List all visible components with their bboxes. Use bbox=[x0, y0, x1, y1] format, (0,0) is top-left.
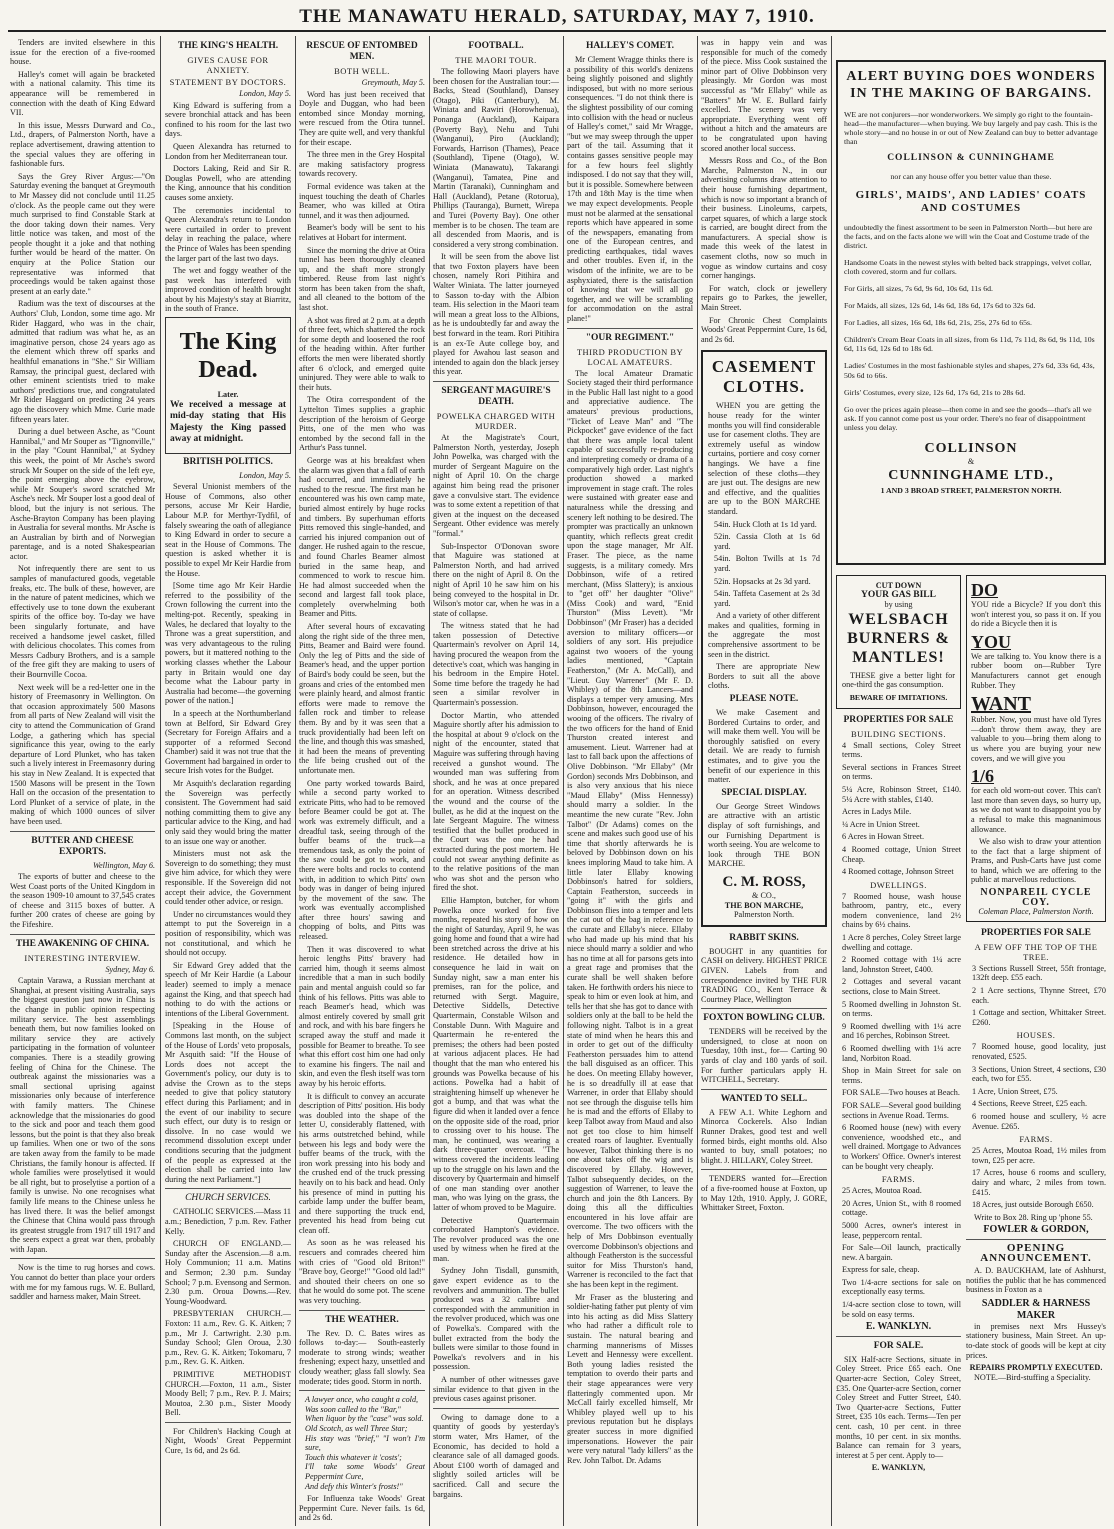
collinson-cunninghame-ad bbox=[836, 60, 1106, 565]
list-item: 2 Roomed cottage with 1¼ acre land, Johnston Street, £400. bbox=[842, 955, 961, 974]
divider bbox=[299, 1310, 425, 1311]
ad-text: We also wish to draw your attention to the fact that a large shipment of Prams, and Push-Carts have just come to hand, which we are offering to the public at marvellous reductions. bbox=[971, 837, 1101, 885]
king-dead-headline: The King Dead. bbox=[179, 329, 277, 384]
list-item: 7 Roomed house, wash house bathroom, pantry, etc., every modern convenience, land 2½ chains by 6½ chains. bbox=[842, 891, 961, 930]
divider bbox=[836, 1336, 961, 1337]
list-item: 25 Acres, Moutoa Road, 1½ miles from town, £25 per acre. bbox=[972, 1146, 1106, 1165]
paragraph: Mr Asquith's declaration regarding the Sovereign was perfectly consistent. The Government had said nothing committing them to give any particular advice to the King, and had only said they would bring the matter to an issue one way or another. bbox=[165, 779, 291, 846]
divider bbox=[701, 1008, 827, 1009]
paragraph: Detective Quartermain corroborated Hampton's evidence. The revolver produced was the one used by witness when he fired at the man. bbox=[433, 1215, 559, 1263]
list-item: 4 Roomed cottage, Union Street Cheap. bbox=[842, 844, 961, 864]
paragraph: For Children's Hacking Cough at Night, Woods' Great Peppermint Cure, 1s 6d, and 2s 6d. bbox=[165, 1426, 291, 1456]
paragraph: The ceremonies incidental to Queen Alexandra's return to London were curtailed in order to prevent delay in reaching the palace, where the Prince of Wales has been spending the larger part of the last two days. bbox=[165, 205, 291, 263]
masthead: THE MANAWATU HERALD, SATURDAY, MAY 7, 1910. bbox=[299, 6, 815, 27]
subheading: BUILDING SECTIONS. bbox=[851, 728, 946, 739]
ad-text: And a variety of other different makes and qualities, forming in the aggregate the most comprehensive assortment to be seen in the district. bbox=[708, 611, 820, 659]
subheading: GIVES CAUSE FOR ANXIETY. bbox=[187, 55, 269, 75]
list-item: 5¼ Acre, Robinson Street, £140. 5¼ Acre with stables, £140. bbox=[842, 784, 961, 804]
paragraph: [Some time ago Mr Keir Hardie referred to the possibility of the Crown following the current into the melting-pot. Recently, speaking in Wales, he declared that loyalty to the Throne was a great superstition, and was very advantageous to the ruling powers, but it mattered nothing to the working classes whether the Labour party in Britain would one day become what the Labour party in Australia had become—the governing power of the nation.] bbox=[165, 581, 291, 706]
paragraph: Says the Grey River Argus:—"On Saturday evening the banquet at Greymouth to Mr Massey did not conclude until 11.25 o'clock. As the people came out they were much surprised to find Constable Stark at the door taking down their names. Very little notice was taken, and most of the people thought it a joke and that nothing further would be heard of the matter. On enquiry at the Police Station our representative was informed that proceedings would be taken against those present at an early date." bbox=[10, 171, 155, 296]
ad-text: NOTE.—Bird-stuffing a Speciality. bbox=[974, 1372, 1091, 1382]
poem-line: And defy this Winter's frosts!" bbox=[305, 1481, 403, 1491]
list-item: 25 Acres, Moutoa Road. bbox=[842, 1186, 922, 1196]
poem-line: A lawyer once, who caught a cold, bbox=[305, 1395, 419, 1405]
paragraph: The local Amateur Dramatic Society staged their third performance in the Public Hall last night to a good and appreciative audience. The amateurs' previous productions, "Ticket of Leave Man" and "The Pickpocket" gave evidence of the fact that there was ample local talent capable of successfully re-producing and interpreting comedy or drama of a comparatively high order. Last night's production showed a marked improvement in stage craft. The roles were sustained with greater ease and naturalness while the dressing and scenery left nothing to be desired. The prompter was practically an unknown quantity, which reflects great credit upon the stage manager, Mr Alf. Fraser. The piece, as the name suggests, is a military comedy. Mrs Dobbinson, wife of a retired merchant, (Miss Slattery); is anxious to "get off" her daughter "Olive" (Miss Cook) and ward, "Enid Thurston" (Miss Levett). "Mr Dobbinson" (Mr Fraser) has a decided aversion to military officers—or soldiers of any sort. His prejudice against two wooers of the young ladies mentioned, "Captain Featherston," (Mr A. McCall), and "Lieut. Guy Warrener" (Mr F. D. Whibley) of the 8th Lancers—and displays a temper very amusing. Mrs Dobbinson, however, encouraged the wooing of the officers. The rivalry of the two officers for the hand of Enid Thurston created interest and amusement. Lieut. Warrener had at last to fall back upon the affections of Olive Dobbinson. "Mr Ellaby" (Mr Gordon) seconds Mrs Dobbinson, and is also very anxious that his niece "Maud Ellaby" (Miss Hennessy) should marry a soldier. In the meantime the new curate "Rev. John Talbot" (Dr Adams) comes on the scene and makes such good use of his time that shortly afterwards he is beloved by Dobbinson down on his knees imploring Maud to take him. A little later Ellaby knowing Dobbinson's hatred for soldiers, Captain Featherston, succeeds in "going it" with the girls and Dobbinson flies into a temper and lets the cat out of the bag in reference to the curate and Ellaby's niece. Ellaby who had made up his mind that his niece should marry a soldier and who has no time at all for parsons gets into a great rage and promises that the curate shall be well shaken before taken. He forthwith orders his niece to speak to him or even look at him, and tells her that she has got to dance with soldiers only at the ball to be held the following night. Talbot is in a great state of mind when he hears this and in order to get out of the difficulty Featherston persuades him to attend the ball disguised as an officer. This he does. On meeting Ellaby however, he is so dreadfully ill at ease that Warrener, in order that Ellaby should not see through the disguise tells him he is mad and the efforts of Ellaby to keep Talbot away from Maud and also not get too close to him himself created roars of laughter. Eventually however, Talbot thinking there is no one about takes off the wig and is discovered by Ellaby. However, Talbot subsequently decides, on the suggestion of Warrener, to leave the church and join the 8th Lancers. By doing this all the difficulties encountered in his love affair are overcome. The two officers with the help of Mrs Dobbinson eventually overcome Dobbinson's objections and although Featherston is the successful suitor for Miss Thurston's hand, Warrener is reconciled to the fact that she has been kept in the regiment. bbox=[567, 368, 693, 1290]
ad-text: We are talking to. You know there is a rubber boom on—Rubber Tyre Manufacturers cannot get enough Rubber. They bbox=[971, 651, 1101, 690]
list-item: FOR SALE—Several good building sections in Avenue Road. Terms. bbox=[842, 1100, 961, 1120]
column-rule bbox=[295, 36, 296, 1526]
paragraph: The following Maori players have been chosen for the Australian tour:—Backs, Stead (Southland), Dansey (Otago), Piki (Canterbury), M. Winiata and Rawiri (Horowhenua), Ponanga (Auckland), Kaipara (Poverty Bay), Nehu and Tuhi (Wanganui), Piro (Auckland); Forwards, Harrison (Thames), Peace (Southland), Tipene (Otago), W. Winiata (Manawatu), Takarangi (Wanganui), Tamatea, Pine and Martin (Taranaki), Cunningham and Hall (Auckland), Petane (Rotorua), Phillips (Tauranga), Burnett, Wirepa and Turei (Poverty Bay). One other member is to be chosen. The team are all descended from Maoris, and is considered a very strong combination. bbox=[433, 67, 559, 249]
paragraph: Word has just been received that Doyle and Duggan, who had been entombed since Monday morning, were rescued from the Otira tunnel. They are quite well, and very thankful for their escape. bbox=[299, 89, 425, 147]
paragraph: The wet and foggy weather of the past week has interfered with improved condition of health brought about by his Majesty's stay at Biarritz, in the south of France. bbox=[165, 266, 291, 314]
divider bbox=[567, 328, 693, 329]
paragraph: Several Unionist members of the House of Commons, also other persons, accuse Mr Keir Hardie, Labour M.P. for Merthyr-Tydfil, of falsely swearing the oath of allegiance to King Edward in order to secure a seat in the House of Commons. The question is asked whether it is possible to expel Mr Keir Hardie from the House. bbox=[165, 482, 291, 578]
paragraph: Ellie Hampton, butcher, for whom Powelka once worked for five months, repeated his story of how on the night of Saturday, April 9, he was going home and found that a wire had been stretched across the drive at his residence. He detailed how in consequence he laid in wait on Sunday night, saw a man enter his premises, ran for the police, and returned with Sergt. Maguire, Detective Siddells, Detective Quartermain, Constable Wilson and Constable Dunn. With Maguire and Quartermain he re-entered the premises; the others had been posted at various adjacent places. He had thought that the man who entered his grounds was Powelka because of his actions. Powelka had a habit of straightening himself up whenever he got a bump, and that was what the figure did when it landed over a fence on the opposite side of the road, prior to crossing over to his house. The man, he continued, was wearing a dark three-quarter overcoat. "The witness covered the incidents leading up to the struggle on his lawn and the discovery by Quartermain and himself of one man standing over another man, who was lying on the grass, the latter of whom proved to be Maguire. bbox=[433, 895, 559, 1212]
ad-text: by using bbox=[884, 600, 913, 610]
divider bbox=[165, 1188, 291, 1189]
ad-title: MANTLES! bbox=[852, 648, 945, 666]
price-item: For Ladies, all sizes, 16s 6d, 18s 6d, 21s, 25s, 27s 6d to 65s. bbox=[844, 318, 1032, 328]
list-item: For Sale—Oil launch, practically new. A bargain. bbox=[842, 1243, 961, 1262]
display-headline: SPECIAL DISPLAY. bbox=[721, 787, 807, 798]
poem-line: His stay was "brief," "I won't I'm sure, bbox=[305, 1433, 425, 1453]
subheading: DWELLINGS. bbox=[870, 879, 927, 890]
poem-line: When liquor by the "case" was sold. bbox=[305, 1414, 424, 1424]
column-rule bbox=[160, 36, 161, 1526]
paragraph: Next week will be a red-letter one in the history of Freemasonry in Wellington. On that occasion approximately 500 Masons from all parts of New Zealand will visit the city to attend the Communication of Grand Lodge, a gathering which has special significance this year, owing to the early departure of Lord Plunket, who has taken such a lively interest in Freemasonry during his stay in New Zealand. It is expected that 1500 Masons will be present in the Town Hall on the occasion of the presentation to Lord Plunket of a service of plate, in the making of which 1000 ounces of silver have been used. bbox=[10, 682, 155, 826]
ad-text: A. D. BAUCKHAM, late of Ashhurst, notifies the public that he has commenced business in Foxton as a bbox=[966, 1266, 1106, 1295]
list-item: 3 Sections Russell Street, 55ft frontage, 132ft deep. £55 each. bbox=[972, 963, 1106, 983]
paragraph: A number of other witnesses gave similar evidence to that given in the previous cases against prisoner. bbox=[433, 1375, 559, 1404]
list-item: 7 Roomed house, good locality, just renovated, £525. bbox=[972, 1042, 1106, 1061]
price-item: 54in. Bolton Twills at 1s 7d yard. bbox=[714, 554, 820, 573]
ad-headline: ALERT BUYING DOES WONDERS IN THE MAKING OF BARGAINS. bbox=[846, 69, 1096, 101]
list-item: 4 Sections, Reeve Street, £25 each. bbox=[972, 1099, 1088, 1109]
ad-firm-name: NONPAREIL CYCLE COY. bbox=[980, 887, 1092, 908]
subheading: POWELKA CHARGED WITH MURDER. bbox=[436, 411, 556, 431]
list-item: Shop in Main Street for sale on terms. bbox=[842, 1066, 961, 1085]
ad-text: There are appropriate New Borders to suit all the above cloths. bbox=[708, 662, 820, 691]
divider bbox=[701, 1089, 827, 1090]
list-item: 2 Cottages and several vacant sections, close to Main Street. bbox=[842, 977, 961, 997]
cycle-ad bbox=[966, 575, 1106, 922]
ad-text: Go over the prices again please—then come in and see the goods—that's all we ask. If you cannot come post us your order. There's no fear of disappointment unless you delay. bbox=[844, 404, 1092, 433]
ad-text: YOUR GAS BILL bbox=[861, 589, 936, 600]
butter-headline: BUTTER AND CHEESE EXPORTS. bbox=[31, 835, 134, 857]
list-item: 1 Cottage and section, Whittaker Street. £260. bbox=[972, 1008, 1106, 1027]
paragraph: Now is the time to rug horses and cows. You cannot do better than place your orders with me for my famous rugs. W. E. Bullard, saddler and harness maker, Main Street. bbox=[10, 1263, 155, 1302]
ad-text: BOUGHT in any quantities for CASH on delivery. HIGHEST PRICE GIVEN. Labels from and correspondence invited by THE FUR TRADING CO., Kent Terrace & Courtney Place, Wellington bbox=[701, 946, 827, 1004]
price-item: Girls' Costumes, every size, 12s 6d, 17s 6d, 21s to 28s 6d. bbox=[844, 387, 1026, 397]
paragraph: Owing to damage done to a quantity of goods by yesterday's storm water, Mrs Hamer, of the Economic, has decided to hold a clearance sale of all damaged goods. About £100 worth of damaged and slightly soiled articles will be sacrificed. Call and secure the bargains. bbox=[433, 1412, 559, 1499]
list-item: Several sections in Frances Street on terms. bbox=[842, 762, 961, 782]
list-item: 6 roomed house and scullery, ½ acre Avenue. £265. bbox=[972, 1111, 1106, 1131]
column-rule bbox=[831, 36, 832, 1526]
ad-text: A FEW A.1. White Leghorn and Minorca Cockerels. Also Indian Runner Drakes, good test and well formed birds, eight months old. Also wanted to buy, small potatoes; no blight. J. HILLARY, Coley Street. bbox=[701, 1107, 827, 1165]
paragraph: [Speaking in the House of Commons last month, on the subject of the House of Lords' veto proposals, Mr Asquith said: "If the House of Lords does not accept the Government's policy, our duty is to advise the Crown as to the steps needed to give that policy statutory effect during this Parliament; and in the event of our inability to secure such effect, our duty is to resign or dissolve. In no case would we recommend dissolution except under conditions securing that the judgment of the people as expressed at the election shall be carried into law during the next Parliament."] bbox=[165, 1021, 291, 1184]
ad-headline: ANNOUNCEMENT. bbox=[980, 1251, 1092, 1264]
paragraph: Messrs Ross and Co., of the Bon Marche, Palmerston N., in our advertising columns draw attention to their house furnishing department, which is now so important a branch of their business. Linoleums, carpets, carpet squares, of which a large stock is carried, are bought direct from the manufacturers. A special show is made this week of the latest in casement cloths, now so much in vogue as window curtains and cosy corner hangings. bbox=[701, 156, 827, 281]
paragraph: Then it was discovered to what heroic lengths Pitts' bravery had carried him, though it seems almost incredible that a man in such bodily pain and mental anguish could so far think of his fellows. Pitts was able to reach Beamer's head, which was almost entirely covered by small grit and rock, and with his bare fingers he scraped away the stuff and made it possible for Beamer to breathe. To see what this effort cost him one had only to examine his fingers. The nail and skin, and even the flesh itself was torn away by his heroic efforts. bbox=[299, 944, 425, 1088]
for-sale-headline: FOR SALE. bbox=[873, 1340, 924, 1351]
column-4 bbox=[433, 38, 559, 1524]
paragraph: It is difficult to convey an accurate description of Pitts' position. His body was doubled into the shape of the letter U, considerably flattened, with his arms outstretched behind, while between his legs and body were the buffer beams of the truck, with the iron work pressing into his body and the crushed end of the truck pressing heavily on to his back and head. Only his presence of mind in putting his carbide lamp under the buffer beam, and there supporting the truck end, prevented his head from being cut clean off. bbox=[299, 1091, 425, 1235]
china-headline: THE AWAKENING OF CHINA. bbox=[15, 938, 150, 949]
paragraph: After several hours of excavating along the right side of the three men, Pitts, Beamer and Baird were found. Only the leg of Pitts and the side of Beamer's head, and the upper portion of Baird's body could be seen, but the groans and cries of the entombed men were plainly heard, and almost frantic efforts were made to remove the fallen rock and timber to release them. By and by it was seen that a truck providentially had been left on the line, and though this was smashed, it had been the means of preventing the life being crushed out of the unfortunate men. bbox=[299, 622, 425, 775]
paragraph: At the Magistrate's Court, Palmerston North, yesterday, Joseph John Powelka, was charged with the murder of Sergeant Maguire on the night of April 10. On the charge against him being read the prisoner gave a convulsive start. The evidence was to some extent a repetition of that given at the inquest on the deceased Sergeant. Other evidence was merely "formal." bbox=[433, 433, 559, 538]
ad-word: YOU bbox=[971, 631, 1011, 652]
paragraph: Mr Clement Wragge thinks there is a possibility of this world's denizens being slightly poisoned and slightly indisposed, but with no more serious consequences. "I do not think there is the slightest possibility of our coming into collision with the head or nucleus of Halley's comet," said Mr Wragge, "but we may sweep through the upper part of the tail. Assuming that it contains gasses sensitive people may for a few hours feel slightly indisposed. I do not say that they will, but it is possible. Somewhere between 17th and 18th May is the time when we may expect developments. People must not be alarmed at the sensational reports which have appeared in some of the newspapers, emanating from one of the European centres, and predicting earthquakes, tidal waves and other troubles. Even if, in the wisdom of the infinite, we are to be asphyxiated, there is the satisfaction of knowing that we will all go together, and we will be scrambling for accommodation on the astral plane!" bbox=[567, 55, 693, 324]
paragraph: Mr Fraser as the blustering and soldier-hating father put plenty of vim into his acting as did Miss Slattery who had rather a difficult role to sustain. The natural bearing and charming mannerisms of Misses Levett and Hennessy were excellent. Both young ladies resisted the temptation to overdo their parts and their stage appearances were very flatteringly commented upon. Mr McCall fairly excelled himself, Mr Whibley played well up to his previous reputation but he displays greater success in more dignified impersonations. However the pair were very natural "lady killers" as the Rev. John Talbot. Dr. Adams bbox=[567, 1292, 693, 1465]
column-rule bbox=[697, 36, 698, 1526]
list-item: 1 Acre, Union Street, £75. bbox=[972, 1086, 1058, 1096]
list-item: 6 Roomed dwelling with 1¼ acre land, Norbiton Road. bbox=[842, 1044, 961, 1063]
divider bbox=[433, 381, 559, 382]
poem bbox=[299, 1395, 425, 1491]
maguire-headline: SERGEANT MAGUIRE'S DEATH. bbox=[441, 386, 551, 407]
list-item: 2 1 Acre sections, Thynne Street, £70 each. bbox=[972, 986, 1106, 1005]
subheading: BOTH WELL. bbox=[334, 66, 390, 76]
list-item: 20 Acres, Union St., with 8 roomed cottage. bbox=[842, 1198, 961, 1218]
poem-line: Old Scotch, as well Three Star; bbox=[305, 1423, 408, 1433]
divider bbox=[433, 1408, 559, 1409]
casement-cloths-ad bbox=[701, 350, 827, 926]
ad-title: CLOTHS. bbox=[722, 377, 806, 397]
ad-firm-name: COLLINSON & CUNNINGHAME bbox=[887, 153, 1055, 164]
price-item: 52in. Cassia Cloth at 1s 6d yard. bbox=[714, 532, 820, 551]
divider bbox=[966, 1239, 1106, 1240]
column-2 bbox=[165, 38, 291, 1524]
dateline: Greymouth, May 5. bbox=[361, 78, 425, 87]
paragraph: The three men in the Grey Hospital are making satisfactory progress towards recovery. bbox=[299, 150, 425, 179]
church-services-headline: CHURCH SERVICES. bbox=[185, 1193, 271, 1204]
rescue-headline: RESCUE OF ENTOMBED MEN. bbox=[306, 41, 418, 62]
british-politics-headline: BRITISH POLITICS. bbox=[183, 456, 273, 467]
list-item: Two 1/4-acre sections for sale on exceptionally easy terms. bbox=[842, 1277, 961, 1297]
properties-headline: PROPERTIES FOR SALE bbox=[981, 927, 1091, 938]
paragraph: In a speech at the Northumberland town at Belford, Sir Edward Grey (Secretary for Foreign Affairs and a supporter of a reformed Second Chamber) said it was not true that the Government had bargained in order to secure Irish votes for the Budget. bbox=[165, 708, 291, 776]
church-item: PRESBYTERIAN CHURCH.—Foxton: 11 a.m., Rev. G. K. Aitken; 7 p.m., Mr J. Cartwright. 2.30 p.m. Sunday School; Glen Oroua, 2.30 p.m., Rev. G. K. Aitken; Tokomaru, 7 p.m., Rev. G. K. Aitken. bbox=[165, 1309, 291, 1367]
ad-text: REPAIRS PROMPTLY EXECUTED. bbox=[969, 1363, 1103, 1373]
ad-text: BEWARE OF IMITATIONS. bbox=[849, 692, 948, 702]
paragraph: As soon as he was released his rescuers and comrades cheered him with cries of "Good old Briton!" "Brave boy, George!" "Good old lad!" and shouted their cheers on one so that he would do some pot. The scene was very touching. bbox=[299, 1238, 425, 1306]
ad-text: Write to Box 28. Ring up 'phone 55. bbox=[974, 1212, 1093, 1222]
price-item: For Maids, all sizes, 12s 6d, 14s 6d, 18s 6d, 17s 6d to 32s 6d. bbox=[844, 301, 1036, 311]
paragraph: During a duel between Asche, as "Count Hannibal," and Mr Souper as "Tignonville," in the play "Count Hannibal," at Sydney this week, the point of Mr Asche's sword struck Mr Souper on the side of the left eye, the point emerging above the eyebrow, while Mr Souper's sword scratched Mr Asche's neck. Mr Souper lost a good deal of blood, but the injury is not serious. The Asche-Brayton Company has been playing in Australia for several months. Mr Asche is an Australian by birth and of Norwegian parentage, and is a noted Shakespearian actor. bbox=[10, 427, 155, 561]
divider bbox=[10, 934, 155, 935]
price-item: 52in. Hopsacks at 2s 3d yard. bbox=[714, 576, 811, 586]
divider bbox=[299, 1390, 425, 1391]
subheading: FARMS. bbox=[881, 1174, 916, 1185]
subheading: THIRD PRODUCTION BY LOCAL AMATEURS. bbox=[576, 346, 684, 367]
bowling-headline: FOXTON BOWLING CLUB. bbox=[703, 1013, 825, 1024]
ad-text: YOU ride a Bicycle? If you don't this won't interest you, so pass it on. If you do ride a Bicycle then it is bbox=[971, 600, 1101, 629]
price-item: 54in. Taffeta Casement at 2s 3d yard. bbox=[714, 589, 820, 608]
china-subheading: INTERESTING INTERVIEW. bbox=[24, 952, 141, 963]
ad-text: Handsome Coats in the newest styles with belted back strappings, velvet collar, cloth covered, storm and fur collars. bbox=[844, 258, 1092, 277]
football-headline: FOOTBALL. bbox=[468, 41, 524, 51]
paragraph: Not infrequently there are sent to us samples of manufactured goods, vegetable freaks, etc. The bulk of these, however, are in the nature of patent medicines, which we effectively use to tone down the exuberant spirits of the office boy. To-day we have been singularly fortunate, and have received a handsome jewel casket, filled with delicious chocolates. This comes from Messrs Cadbury Brothers, and is a sample of the free gift they are making to users of their Bournville Cocoa. bbox=[10, 564, 155, 679]
paragraph: The Rev. D. C. Bates wires as follows to-day:— South-easterly moderate to strong winds; weather freshening; expect hazy, unsettled and cloudy weather; glass fall slowly. Sea moderate; tides good. Storm in north. bbox=[299, 1328, 425, 1386]
paragraph: The witness stated that he had taken possession of Detective Quartermain's revolver on April 14, having procured the weapon from the detective's coat, which was hanging in his bedroom in the Empire Hotel. Some time before the tragedy he had seen a similar revolver in Quartermain's possession. bbox=[433, 621, 559, 708]
ad-text: nor can any house offer you better value than these. bbox=[890, 171, 1052, 181]
dateline: London, May 5. bbox=[239, 470, 291, 480]
list-item: 4 Small sections, Coley Street terms. bbox=[842, 740, 961, 760]
later-label: Later. bbox=[217, 390, 239, 400]
ad-text: TENDERS will be received by the undersigned, to close at noon on Tuesday, 10th inst., for— Carting 90 yards of clay and 180 yards of soil. For further particulars apply H. WITCHELL, Secretary. bbox=[701, 1027, 827, 1085]
ad-subheading: SADDLER & HARNESS MAKER bbox=[981, 1297, 1091, 1321]
ross-co: & CO., bbox=[752, 890, 776, 900]
divider bbox=[701, 1169, 827, 1170]
list-item: 6 Roomed house (new) with every convenience, woodshed etc., and well drained. Mortgage to Advances to Workers' Office. Owner's interest can be bought very cheaply. bbox=[842, 1123, 961, 1171]
ad-text: WHEN you are getting the house ready for the winter months you will find considerable use for casement cloths. They are extremely useful as window curtains, portiere and cosy corner hangings. We have a fine selection of these cloths—they are just out. The designs are new and effective, and the qualities are up to the BON MARCHE standard. bbox=[708, 401, 820, 516]
ad-ampersand: & bbox=[967, 457, 975, 467]
paragraph: Sir Edward Grey added that the speech of Mr Keir Hardie (a Labour leader) seemed to imply a menace against the King, and that speech had nothing to do with the actions or intentions of the Liberal Government. bbox=[165, 960, 291, 1018]
subheading: HOUSES. bbox=[1016, 1030, 1056, 1041]
price-item: Ladies' Costumes in the most fashionable styles and shapes, 27s 6d, 33s 6d, 43s, 50s 6d to 66s. bbox=[844, 361, 1095, 380]
ad-text: SIX Half-acre Sections, situate in Coley Street. Price £65 each. One Quarter-acre Section, Coley Street, £35. One Quarter-acre Section, corner Coley Street and Futter Street, £40. Two Quarter-acre Sections, Futter Street, £35 10s each. Terms—Ten per cent. cash, 10 per cent. in three months, 10 per cent. in six months. Balance can remain for 3 years, interest at 5 per cent. Apply to— bbox=[836, 1354, 961, 1460]
ad-headline: OPENING bbox=[1006, 1241, 1066, 1254]
subheading: THE MAORI TOUR. bbox=[455, 55, 537, 65]
list-item: 6 Acres in Howan Street. bbox=[842, 832, 925, 842]
paragraph: The exports of butter and cheese to the West Coast ports of the United Kingdom in the season 1909-10 amount to 37,545 crates of cheese and 3115 boxes of butter. A further 200 crates of cheese are going by the Fifeshire. bbox=[10, 872, 155, 930]
column-8 bbox=[966, 575, 1106, 1525]
ad-firm-name: COLLINSON bbox=[924, 441, 1018, 457]
divider bbox=[10, 831, 155, 832]
king-dead-box bbox=[165, 317, 291, 454]
properties-headline: PROPERTIES FOR SALE bbox=[843, 714, 954, 725]
paragraph: Doctors Laking, Reid and Sir R. Douglas Powell, who are attending the King, announce that his condition causes some anxiety. bbox=[165, 164, 291, 202]
dateline: Wellington, May 6. bbox=[92, 860, 155, 870]
column-rule bbox=[429, 36, 430, 1526]
weather-headline: THE WEATHER. bbox=[325, 1314, 399, 1325]
dateline: London, May 5. bbox=[239, 89, 291, 98]
church-item: PRIMITIVE METHODIST CHURCH.—Foxton, 11 a.m., Sister Moody Bell; 7 p.m., Rev. P. J. Mairs; Moutoa, 2.30 p.m., Sister Moody Bell. bbox=[165, 1369, 291, 1418]
list-item: 18 Acres, just outside Borough £650. bbox=[972, 1200, 1094, 1210]
paragraph: Captain Varawa, a Russian merchant at Shanghai, at present visiting Australia, says the biggest question just now in China is the change in public opinion respecting military service. The best assemblings beneath them, but now families looked on military service they are actively participating in the formation of volunteer companies. There is a steadily growing feeling of China for the Chinese. The outbreak against the missionaries was a small sectional uprising against missionaries only because of interference with family matters. The Chinese acknowledge that the missionaries do good to the sick and poor and teach them good lessons, but the point is that they also break up families. When one or two of the sons are taken away from the family to be made Christians, the family honour is affected. If whole families were proselytised it would be all right, but to proselytise a portion of a family is unwise. No one recognises what family life means to the Chinese unless he has lived there. It was the belief amongst the Chinese that China would pass through its greatest struggle from 1917 till 1917 and the seers expect a great war then, probably with Japan. bbox=[10, 976, 155, 1254]
column-rule bbox=[563, 36, 564, 1526]
paragraph: Sub-Inspector O'Donovan swore that Maguire was stationed at Palmerston North, and had arrived there on the night of April 8. On the night of April 10 he saw him on his being conveyed to the hospital in Dr. Wilson's motor car, when he was in a state of collapse. bbox=[433, 541, 559, 618]
paragraph: Radium was the text of discourses at the Authors' Club, London, some time ago. Mr Rider Haggard, who was in the chair, admitted that radium was what he, as an imaginative person, chose 24 years ago as the element which threw off sparks and healthful emanations in "She." Sir William Ramsay, the principal guest, declared with other eminent scientists tried to make authors' predictions true, and congratulated Mr Rider Haggard on predicting 24 years ago the discovery which Mme. Curie made fifteen years later. bbox=[10, 299, 155, 424]
ad-text: Rubber. Now, you must have old Tyres—don't throw them away, they are valuable to you—bring them along to us where you are buying your new covers, and we will give you bbox=[971, 715, 1101, 763]
list-item: 9 Roomed dwelling with 1¼ acre and 16 perches, Robinson Street. bbox=[842, 1021, 961, 1041]
ad-subheading: GIRLS', MAIDS', AND LADIES' COATS AND COSTUMES bbox=[855, 188, 1087, 214]
list-item: ¼ Acre in Union Street. bbox=[842, 819, 920, 829]
ad-title: BURNERS & bbox=[847, 629, 950, 647]
paragraph: In this issue, Messrs Durward and Co., Ltd., drapers, of Palmerston North, have a replace advertisement, drawing attention to the special values they are offering in fashionable furs. bbox=[10, 120, 155, 169]
list-item: 17 Acres, house 6 rooms and scullery, dairy and wharc, 2 miles from town. £415. bbox=[972, 1168, 1106, 1197]
ad-text: WE are not conjurers—nor wonderworkers. We simply go right to the fountain-head—the manufacturer—when buying. We buy largely and pay cash. This is the whole story—and no house in or out of New Zealand can buy to better advantage than bbox=[844, 109, 1098, 147]
ad-text: CUT DOWN bbox=[875, 581, 922, 590]
paragraph: Ministers must not ask the Sovereign to do something; they must give him advice, for which they were responsible. If the Sovereign did not accept their advice, the Government could tender other advice, or resign. bbox=[165, 849, 291, 907]
list-item: Acres in Ladys Mile. bbox=[842, 807, 912, 817]
wanted-headline: WANTED TO SELL. bbox=[720, 1093, 808, 1104]
ad-text: THESE give a better light for one-third the gas consumption. bbox=[842, 670, 955, 690]
ad-firm-name: CUNNINGHAME LTD., bbox=[888, 467, 1054, 483]
signature: E. WANKLYN, bbox=[871, 1463, 926, 1473]
paragraph: Beamer's body will be sent to his relatives at Hobart for interment. bbox=[299, 223, 425, 242]
subheading: FARMS. bbox=[1019, 1134, 1053, 1145]
welsbach-ad bbox=[836, 575, 961, 709]
paragraph: King Edward is suffering from a severe bronchial attack and has been confined to his room for the last two days. bbox=[165, 100, 291, 139]
ad-word: WANT bbox=[971, 693, 1032, 716]
later-text: We received a message at mid-day stating that His Majesty the King passed away at midnight. bbox=[170, 399, 286, 445]
ad-text: TENDERS wanted for—Erection of a five-roomed house at Foxton, up to May 12th, 1910. Apply, J. GORE, Whittaker Street, Foxton. bbox=[701, 1174, 827, 1213]
column-1 bbox=[10, 38, 155, 1524]
paragraph: Formal evidence was taken at the inquest touching the death of Charles Beamer, who was killed at Otira tunnel, and it was then adjourned. bbox=[299, 181, 425, 220]
bon-marche: THE BON MARCHE, bbox=[724, 900, 804, 910]
list-item: 5000 Acres, owner's interest in lease, peppercorn rental. bbox=[842, 1220, 961, 1240]
paragraph: was in happy vein and was responsible for much of the comedy of the piece. Miss Cook sustained the minor part of Olive Dobbinson very pleasingly. Mr Gordon was most successful as "Mr Ellaby" while as "Batters" Mr W. E. Bullard fairly excelled. The scenery was very appropriate. Everything went off without a hitch and the amateurs are to be congratulated upon having scored another local success. bbox=[701, 38, 827, 153]
rabbit-headline: RABBIT SKINS. bbox=[729, 932, 799, 943]
kings-health-headline: THE KING'S HEALTH. bbox=[177, 41, 279, 51]
paragraph: For Chronic Chest Complaints Woods' Great Peppermint Cure, 1s 6d, and 2s 6d. bbox=[701, 315, 827, 344]
ad-text: Our George Street Windows are attractive with an artistic display of soft furnishings, and our Furnishing Department is worth seeing. You are welcome to look through THE BON MARCHE. bbox=[708, 801, 820, 869]
paragraph: For watch, clock or jewellery repairs go to Parkes, the jeweller, Main Street. bbox=[701, 283, 827, 313]
signature: FOWLER & GORDON, bbox=[983, 1224, 1089, 1236]
subheading: A FEW OFF THE TOP OF THE TREE. bbox=[974, 941, 1098, 962]
divider bbox=[10, 1258, 155, 1259]
paragraph: Tenders are invited elsewhere in this issue for the erection of a five-roomed house. bbox=[10, 38, 155, 67]
subheading: STATEMENT BY DOCTORS. bbox=[169, 77, 287, 87]
ad-text: in premises next Mrs Hussey's stationery business, Main Street. An up-to-date stock of goods will be kept at city prices. bbox=[966, 1321, 1106, 1360]
poem-line: Was soon called to the "Bar," bbox=[305, 1404, 401, 1414]
list-item: Express for sale, cheap. bbox=[842, 1265, 920, 1275]
poem-line: Touch this whatever it 'costs'; bbox=[305, 1452, 402, 1462]
masthead-rule bbox=[8, 30, 1106, 32]
list-item: 1/4-acre section close to town, will be sold on easy terms. bbox=[842, 1300, 961, 1319]
paragraph: George was at his breakfast when the alarm was given that a fall of earth had occurred, and immediately he rushed to the rescue. The first man he encountered was his own camp mate, buried almost entirely by huge rocks and timbers. By superhuman efforts Pitts removed this single-handed, and carried his injured companion out of danger. He rushed again to the rescue, and found Charles Beamer almost buried in the same heap, and commenced to work to rescue him. He had almost succeeded when the second and largest fall took place, completely overwhelming both Beamer and Pitts. bbox=[299, 455, 425, 619]
price-item: 54in. Huck Cloth at 1s 1d yard. bbox=[714, 519, 817, 529]
column-7 bbox=[836, 575, 961, 1525]
ad-address: Coleman Place, Palmerston North. bbox=[978, 907, 1094, 917]
paragraph: Doctor Martin, who attended Maguire shortly after his admission to the hospital at about 9 o'clock on the night of the encounter, stated that Maguire was suffering through having received a gunshot wound. The wounded man was suffering from shock, and he was at once prepared for an operation. Witness described the wound and the course of the bullet, as he did at the inquest on the late Sergeant Maguire. The witness testified that the bullet produced in the Court was the one he had extracted during the post mortem. He could not swear anything definite as to the relative positions of the man who was shot and the person who fired the shot. bbox=[433, 710, 559, 893]
dateline: Sydney, May 6. bbox=[105, 964, 155, 974]
ad-price: 1/6 bbox=[971, 766, 995, 787]
divider bbox=[165, 1422, 291, 1423]
church-item: CHURCH OF ENGLAND.—Sunday after the Ascension.—8 a.m. Holy Communion; 11 a.m. Matins and Sermon; 2.30 p.m. Sunday School; 7 p.m. Evensong and Sermon. 2.30 p.m. Oroua Downs.—Rev. Young-Woodward. bbox=[165, 1239, 291, 1306]
paragraph: Sydney John Tisdall, gunsmith, gave expert evidence as to the revolvers and ammunition. The bullet produced was a 32 calibre and corresponded with the ammunition in the revolver produced, which was one of Powelka's. Compared with the bullet extracted from the body the bullets were similar to those found in Powelka's revolvers and in his possession. bbox=[433, 1266, 559, 1372]
ad-title: CASEMENT bbox=[711, 357, 817, 377]
paragraph: Under no circumstances would they attempt to put the Sovereign in a position of responsibility, which was not constitutional, and which he should not occupy. bbox=[165, 909, 291, 958]
ad-text: We make Casement and Bordered Curtains to order, and will make them well. You will be thoroughly satisfied on every detail. We are ready to furnish estimates, and to give you the benefit of our experience in this matter. bbox=[708, 708, 820, 785]
church-item: CATHOLIC SERVICES.—Mass 11 a.m.; Benediction, 7 p.m. Rev. Father Kelly. bbox=[165, 1207, 291, 1236]
halleys-comet-headline: HALLEY'S COMET. bbox=[586, 41, 674, 51]
list-item: 1 Acre 8 perches, Coley Street large dwelling and cottage. bbox=[842, 933, 961, 952]
paragraph: Since the morning the drive at Otira tunnel has been thoroughly cleaned up, and the shaft more strongly timbered. Reuse from last night's storm has been taken from the shaft, and all cleaned to the bottom of the last shot. bbox=[299, 245, 425, 313]
signature: E. WANKLYN. bbox=[865, 1321, 932, 1333]
paragraph: Halley's comet will again be bracketed with a national calamity. This time its appearance will be remembered in connection with the death of King Edward VII. bbox=[10, 69, 155, 118]
paragraph: Queen Alexandra has returned to London from her Mediterranean tour. bbox=[165, 141, 291, 161]
our-regiment-headline: "OUR REGIMENT." bbox=[585, 332, 675, 343]
list-item: 5 Roomed dwelling in Johnston St. on terms. bbox=[842, 999, 961, 1019]
ross-name: C. M. ROSS, bbox=[722, 873, 806, 890]
paragraph: A shot was fired at 2 p.m. at a depth of three feet, which shattered the rock for some depth and loosened the roof of the heading within. After further efforts the men were liberated shortly after 6 o'clock, and emerged quite uninjured. They were able to walk to their huts. bbox=[299, 315, 425, 392]
ad-word: DO bbox=[971, 580, 998, 600]
price-item: For Girls, all sizes, 7s 6d, 9s 6d, 10s 6d, 11s 6d. bbox=[844, 284, 993, 294]
ross-location: Palmerston North. bbox=[733, 910, 795, 920]
poem-line: I'll take some Woods' Great Peppermint Cure, bbox=[305, 1462, 425, 1481]
column-3 bbox=[299, 38, 425, 1524]
column-6 bbox=[701, 38, 827, 1524]
list-item: 4 Roomed cottage, Johnson Street bbox=[842, 867, 954, 877]
ad-text: undoubtedly the finest assortment to be seen in Palmerston North—but here are the facts, and on the facts alone we will win the Coat and Costume trade of the district. bbox=[844, 222, 1093, 250]
paragraph: For Influenza take Woods' Great Peppermint Cure. Never fails. 1s 6d, and 2s 6d. bbox=[299, 1494, 425, 1523]
ad-text: for each old worn-out cover. This can't last more than seven days, so hurry up, as we do not want to disappoint you by a refusal to make this magnanimous allowance. bbox=[971, 786, 1101, 834]
ad-address: 1 AND 3 BROAD STREET, PALMERSTON NORTH. bbox=[880, 485, 1062, 495]
list-item: FOR SALE—Two houses at Beach. bbox=[842, 1088, 960, 1098]
paragraph: One party worked towards Baird, while a second party worked to extricate Pitts, who had to be removed before Beamer could be got at. The work was extremely difficult, and a dreadful task, seeing through of the buffer beams of the truck—a tremendous task, as only the point of the saw could be got to work, and there were bolts and rocks to contend with, in addition to which Pitts' own body was in danger of being injured by the movement of the saw. The work was eventually accomplished after three hours' sawing and chopping of bolts, and Pitts was released. bbox=[299, 778, 425, 942]
column-5 bbox=[567, 38, 693, 1524]
ad-title: WELSBACH bbox=[848, 610, 949, 628]
list-item: 3 Sections, Union Street, 4 sections, £30 each, two for £55. bbox=[972, 1064, 1106, 1084]
paragraph: The Otira correspondent of the Lyttelton Times supplies a graphic description of the heroism of George Pitts, one of the men who was entombed by the second fall in the Arthur's Pass tunnel. bbox=[299, 395, 425, 453]
paragraph: It will be seen from the above list that two Foxton players have been chosen, namely Rori Pitihira and Walter Winiata. The latter journeyed to Sasson to-day with the Albion team. His selection in the Maori team will mean a great loss to the Albions, as he is undoubtedly far and away the best forward in the team. Rori Pitihira is an ex-Te Aute college boy, and played for Awahou last season and intended to again don the black jersey this year. bbox=[433, 252, 559, 377]
price-item: Children's Cream Bear Coats in all sizes, from 6s 11d, 7s 11d, 8s 6d, 9s 11d, 10s 6d, 11s 6d, 12s 6d to 18s 6d. bbox=[844, 335, 1095, 354]
note-headline: PLEASE NOTE. bbox=[729, 694, 799, 705]
